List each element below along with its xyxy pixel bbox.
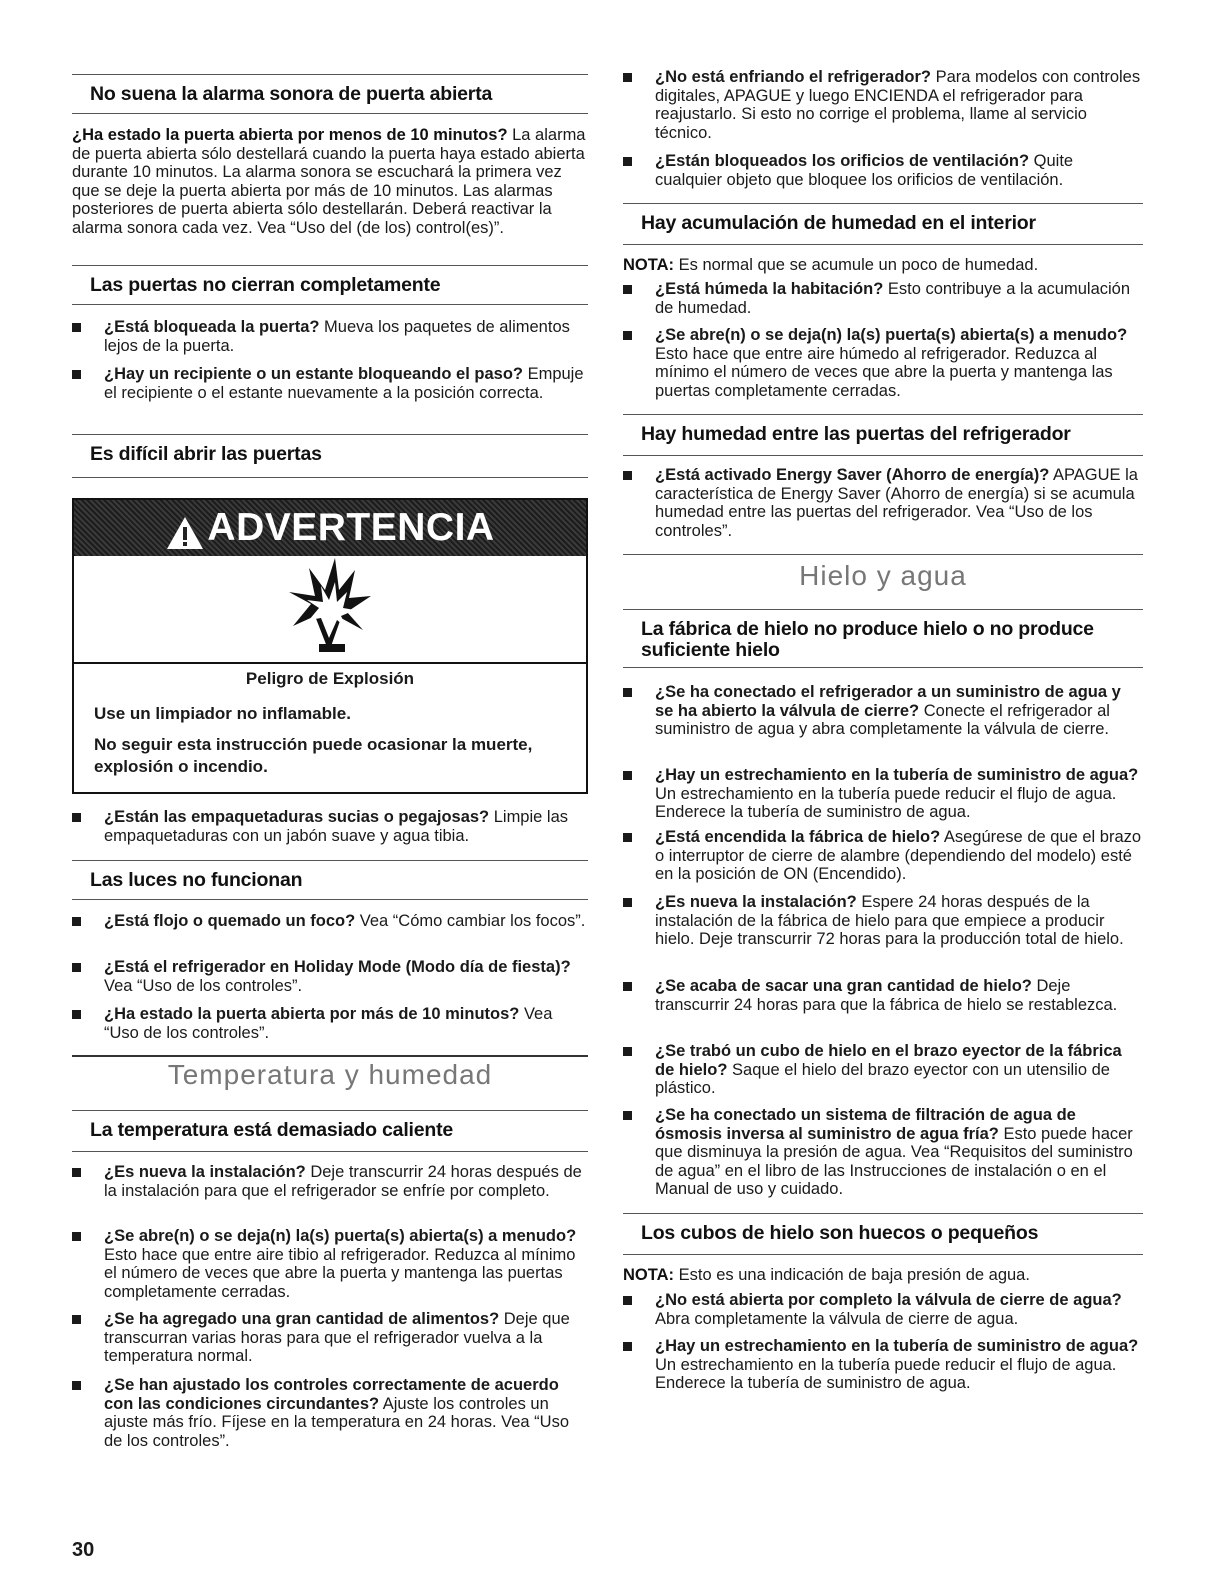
bullet-icon bbox=[623, 285, 632, 294]
bullet-icon bbox=[72, 1010, 81, 1019]
item-text: Deje que transcurran varias horas para que el refrigerador vuelva a la temperatura normal. bbox=[104, 1310, 570, 1366]
note-text: Esto es una indicación de baja presión de agua. bbox=[674, 1266, 1030, 1284]
item-question: ¿Ha estado la puerta abierta por más de 10 minutos? bbox=[104, 1005, 520, 1023]
bullet-icon bbox=[623, 1296, 632, 1305]
section-header-moisture-doors bbox=[623, 414, 1143, 456]
bullet-icon bbox=[623, 833, 632, 842]
heading-lights: Las luces no funcionan bbox=[90, 869, 303, 891]
list-item bbox=[72, 318, 588, 355]
item-text: Esto puede hacer que disminuya la presión de agua. Vea “Requisitos del suministro de agua” en el libro de las Instrucciones de instalación o en el Manual de uso y cuidado. bbox=[655, 1124, 1133, 1199]
bullet-icon bbox=[623, 73, 632, 82]
item-text: Esto hace que entre aire húmedo al refrigerador. Reduzca al mínimo el número de veces que abre la puerta y mantenga las puertas completamente cerradas. bbox=[655, 344, 1113, 400]
heading-moisture-doors: Hay humedad entre las puertas del refrigerador bbox=[641, 423, 1071, 445]
bullet-icon bbox=[72, 813, 81, 822]
item-question: ¿Está activado Energy Saver (Ahorro de energía)? bbox=[655, 466, 1050, 484]
divider bbox=[623, 554, 1143, 555]
bullet-icon bbox=[623, 1342, 632, 1351]
item-text: Vea “Uso de los controles”. bbox=[104, 976, 303, 995]
item-text: Deje transcurrir 24 horas después de la instalación para que el refrigerador se enfríe por completo. bbox=[104, 1163, 582, 1200]
heading-temp-warm: La temperatura está demasiado caliente bbox=[90, 1119, 454, 1141]
moisture-note bbox=[623, 256, 1143, 275]
heading-doors-not-closing: Las puertas no cierran completamente bbox=[90, 274, 441, 296]
item-text: APAGUE la característica de Energy Saver (Ahorro de energía) si se acumula humedad entre las puertas del refrigerador. Vea “Uso de los controles”. bbox=[655, 466, 1138, 540]
item-text: Esto contribuye a la acumulación de humedad. bbox=[655, 280, 1131, 317]
item-question: ¿Hay un estrechamiento en la tubería de suministro de agua? bbox=[655, 766, 1139, 784]
item-question: ¿Se abre(n) o se deja(n) la(s) puerta(s) abierta(s) a menudo? bbox=[104, 1227, 577, 1245]
list-item bbox=[623, 1337, 1143, 1393]
item-text: Mueva los paquetes de alimentos lejos de la puerta. bbox=[104, 318, 570, 355]
ice-hollow-note bbox=[623, 1266, 1143, 1285]
bullet-icon bbox=[623, 1047, 632, 1056]
list-item bbox=[623, 683, 1143, 739]
list-item bbox=[72, 808, 588, 845]
list-item bbox=[72, 912, 588, 931]
section-header-moisture-inside bbox=[623, 203, 1143, 245]
list-item bbox=[623, 1106, 1143, 1199]
item-question: ¿Se han ajustado los controles correctamente de acuerdo con las condiciones circundantes? bbox=[104, 1376, 559, 1413]
item-question: ¿Es nueva la instalación? bbox=[655, 893, 857, 911]
section-header-lights bbox=[72, 860, 588, 900]
heading-doors-hard-open: Es difícil abrir las puertas bbox=[90, 443, 322, 465]
warning-hazard: Peligro de Explosión bbox=[245, 669, 415, 688]
item-text: Esto hace que entre aire tibio al refrigerador. Reduzca al mínimo el número de veces que abre la puerta y mantenga las puertas completamente cerradas. bbox=[104, 1245, 576, 1301]
explosion-icon bbox=[74, 556, 586, 664]
list-item bbox=[623, 977, 1143, 1014]
heading-door-alarm: No suena la alarma sonora de puerta abierta bbox=[90, 83, 493, 105]
item-text: Ajuste los controles un ajuste más frío. Fíjese en la temperatura en 24 horas. Vea “Uso de los controles”. bbox=[104, 1394, 569, 1450]
item-question: ¿Está flojo o quemado un foco? bbox=[104, 912, 356, 930]
page-number: 30 bbox=[72, 1539, 95, 1561]
list-item bbox=[72, 1310, 588, 1366]
list-item bbox=[623, 326, 1143, 400]
note-label: NOTA: bbox=[623, 256, 675, 274]
list-item bbox=[72, 365, 588, 402]
item-question: ¿Están las empaquetaduras sucias o pegajosas? bbox=[104, 808, 490, 826]
item-text: Espere 24 horas después de la instalación de la fábrica de hielo para que empiece a producir hielo. Deje transcurrir 72 horas para la producción total de hielo. bbox=[655, 893, 1124, 949]
heading-ice-hollow: Los cubos de hielo son huecos o pequeños bbox=[641, 1222, 1039, 1244]
item-text: Abra completamente la válvula de cierre de agua. bbox=[655, 1309, 1019, 1328]
warning-line-2: No seguir esta instrucción puede ocasionar la muerte, explosión o incendio. bbox=[94, 734, 533, 776]
item-text: Conecte el refrigerador al suministro de agua y abra completamente la válvula de cierre. bbox=[655, 701, 1110, 739]
item-question: ¿Está húmeda la habitación? bbox=[655, 280, 884, 298]
list-item bbox=[623, 1042, 1143, 1098]
item-text: Quite cualquier objeto que bloquee los orificios de ventilación. bbox=[655, 152, 1074, 189]
section-header-doors-hard-open bbox=[72, 434, 588, 478]
bullet-icon bbox=[72, 370, 81, 379]
section-header-door-alarm bbox=[72, 74, 588, 114]
note-text: Es normal que se acumule un poco de humedad. bbox=[674, 256, 1039, 274]
item-text: Empuje el recipiente o el estante nuevamente a la posición correcta. bbox=[104, 365, 584, 402]
bullet-icon bbox=[623, 771, 632, 780]
section-header-ice-maker bbox=[623, 609, 1143, 668]
item-text: Limpie las empaquetaduras con un jabón suave y agua tibia. bbox=[104, 808, 569, 845]
door-alarm-paragraph bbox=[72, 126, 588, 238]
list-item bbox=[623, 68, 1143, 142]
item-text: Asegúrese de que el brazo o interruptor de cierre de alambre (dependiendo del modelo) esté en la posición de ON (Encendido). bbox=[655, 828, 1142, 884]
bullet-icon bbox=[623, 688, 632, 697]
list-item bbox=[72, 958, 588, 995]
list-item bbox=[623, 152, 1143, 189]
item-question: ¿Está bloqueada la puerta? bbox=[104, 318, 320, 336]
bullet-icon bbox=[72, 1232, 81, 1241]
item-text: Vea “Cómo cambiar los focos”. bbox=[355, 912, 586, 930]
item-question: ¿Hay un recipiente o un estante bloqueando el paso? bbox=[104, 365, 523, 383]
item-question: ¿Hay un estrechamiento en la tubería de suministro de agua? bbox=[655, 1337, 1139, 1355]
bullet-icon bbox=[72, 1381, 81, 1390]
item-question: ¿Se ha conectado un sistema de filtración de agua de ósmosis inversa al suministro de agua fría? bbox=[655, 1106, 1076, 1143]
list-item bbox=[623, 280, 1143, 317]
list-item bbox=[623, 893, 1143, 949]
warning-line-1: Use un limpiador no inflamable. bbox=[94, 703, 351, 723]
bullet-icon bbox=[72, 963, 81, 972]
list-item bbox=[623, 1291, 1143, 1328]
list-item bbox=[72, 1227, 588, 1301]
section-title-temperature: Temperatura y humedad bbox=[167, 1059, 493, 1090]
bullet-icon bbox=[623, 471, 632, 480]
warning-header bbox=[74, 500, 586, 556]
item-question: ¿Se acaba de sacar una gran cantidad de hielo? bbox=[655, 977, 1032, 995]
warning-triangle-icon bbox=[165, 515, 205, 556]
note-label: NOTA: bbox=[623, 1266, 675, 1284]
bullet-icon bbox=[623, 1111, 632, 1120]
list-item bbox=[623, 766, 1143, 822]
item-question: ¿Es nueva la instalación? bbox=[104, 1163, 306, 1181]
section-title-ice-water: Hielo y agua bbox=[799, 560, 967, 591]
item-text: Para modelos con controles digitales, APAGUE y luego ENCIENDA el refrigerador para reajustarlo. Si esto no corrige el problema, llame al servicio técnico. bbox=[655, 68, 1141, 142]
section-header-temp-warm bbox=[72, 1110, 588, 1152]
bullet-icon bbox=[623, 157, 632, 166]
bullet-icon bbox=[72, 1168, 81, 1177]
heading-ice-maker: La fábrica de hielo no produce hielo o no produce suficiente hielo bbox=[641, 618, 1094, 661]
heading-moisture-inside: Hay acumulación de humedad en el interior bbox=[641, 212, 1036, 234]
item-question: ¿Se trabó un cubo de hielo en el brazo eyector de la fábrica de hielo? bbox=[655, 1042, 1122, 1079]
section-header-doors-not-closing bbox=[72, 265, 588, 305]
bullet-icon bbox=[72, 1315, 81, 1324]
item-question: ¿Está encendida la fábrica de hielo? bbox=[655, 828, 941, 846]
item-question: ¿Están bloqueados los orificios de ventilación? bbox=[655, 152, 1030, 170]
bullet-icon bbox=[72, 917, 81, 926]
list-item bbox=[72, 1376, 588, 1450]
list-item bbox=[623, 466, 1143, 540]
door-alarm-text: La alarma de puerta abierta sólo destellará cuando la puerta haya estado abierta durante 10 minutos. La alarma sonora se escuchará la primera vez que se deje la puerta abierta por más de 10 minutos. Las alarmas posteriores de puerta abierta sólo destellarán. Deberá reactivar la alarma sonora cada vez. Vea “Uso del (de los) control(es)”. bbox=[72, 126, 586, 237]
bullet-icon bbox=[623, 898, 632, 907]
item-question: ¿Se abre(n) o se deja(n) la(s) puerta(s) abierta(s) a menudo? bbox=[655, 326, 1128, 344]
bullet-icon bbox=[72, 323, 81, 332]
item-question: ¿Se ha agregado una gran cantidad de alimentos? bbox=[104, 1310, 500, 1328]
item-text: Deje transcurrir 24 horas para que la fábrica de hielo se restablezca. bbox=[655, 977, 1118, 1014]
item-text: Un estrechamiento en la tubería puede reducir el flujo de agua. Enderece la tubería de suministro de agua. bbox=[655, 1355, 1117, 1393]
warning-title: ADVERTENCIA bbox=[207, 506, 495, 549]
section-header-ice-hollow bbox=[623, 1213, 1143, 1255]
divider bbox=[72, 1055, 588, 1057]
bullet-icon bbox=[623, 982, 632, 991]
item-question: ¿Se ha conectado el refrigerador a un suministro de agua y se ha abierto la válvula de cierre? bbox=[655, 683, 1121, 720]
item-text: Saque el hielo del brazo eyector con un utensilio de plástico. bbox=[655, 1060, 1110, 1098]
list-item bbox=[72, 1005, 588, 1042]
warning-box bbox=[72, 498, 588, 794]
bullet-icon bbox=[623, 331, 632, 340]
item-text: Un estrechamiento en la tubería puede reducir el flujo de agua. Enderece la tubería de suministro de agua. bbox=[655, 784, 1117, 822]
item-question: ¿No está abierta por completo la válvula de cierre de agua? bbox=[655, 1291, 1122, 1309]
item-question: ¿Está el refrigerador en Holiday Mode (Modo día de fiesta)? bbox=[104, 958, 571, 976]
warning-body bbox=[94, 670, 566, 787]
door-alarm-question: ¿Ha estado la puerta abierta por menos de 10 minutos? bbox=[72, 126, 508, 144]
item-text: Vea “Uso de los controles”. bbox=[104, 1005, 553, 1042]
list-item bbox=[623, 828, 1143, 884]
list-item bbox=[72, 1163, 588, 1200]
item-question: ¿No está enfriando el refrigerador? bbox=[655, 68, 931, 86]
